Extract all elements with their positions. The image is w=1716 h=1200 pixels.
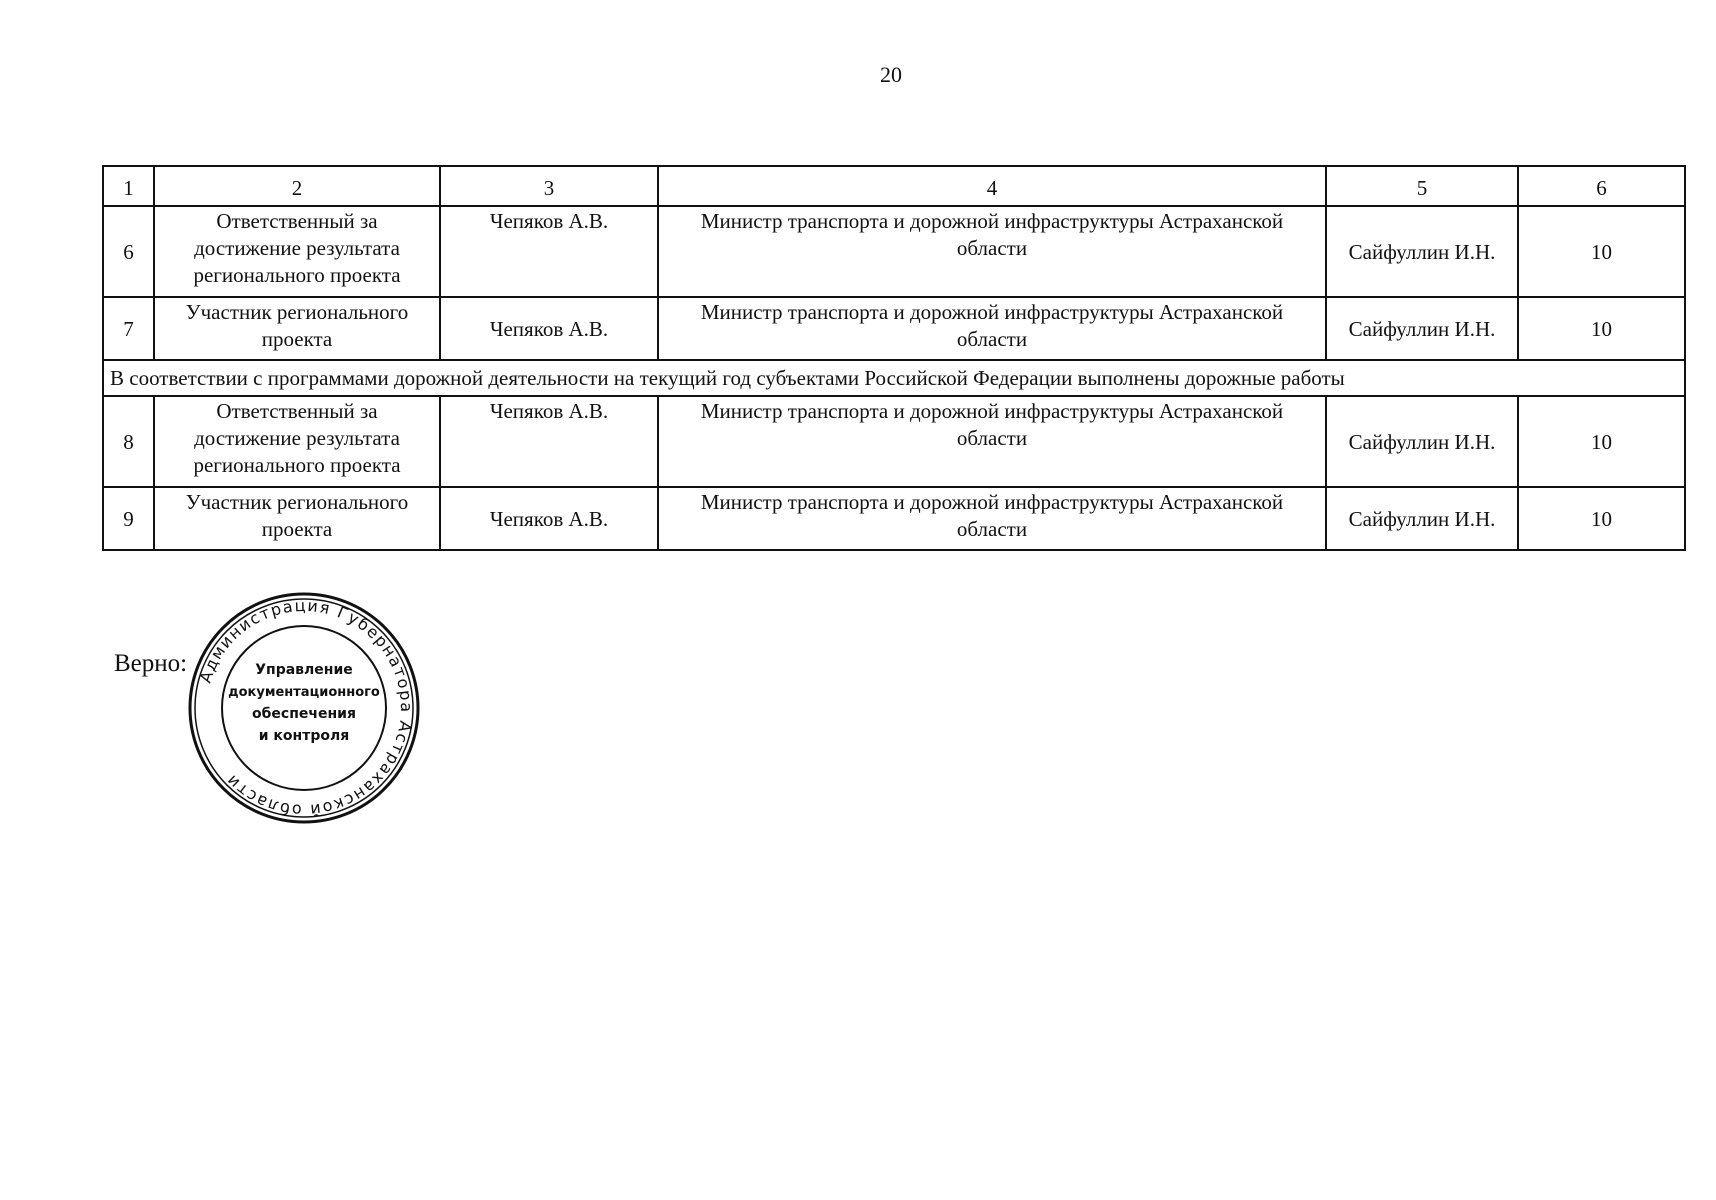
row-number: 6 (103, 206, 154, 297)
person-cell: Чепяков А.В. (440, 206, 658, 297)
header-cell: 4 (658, 166, 1326, 206)
role-cell: Участник регионального проекта (154, 297, 440, 360)
table-row (103, 487, 1685, 550)
seal-inner-line: и контроля (258, 728, 350, 744)
share-cell: 10 (1518, 487, 1685, 550)
person-cell: Чепяков А.В. (440, 396, 658, 487)
responsibility-table (102, 165, 1686, 551)
table-row (103, 297, 1685, 360)
header-cell: 5 (1326, 166, 1518, 206)
position-cell: Министр транспорта и дорожной инфраструктуры Астраханской области (658, 297, 1326, 360)
supervisor-cell: Сайфуллин И.Н. (1326, 297, 1518, 360)
seal-outer-text: Администрация Губернатора Астраханской области (195, 595, 417, 821)
official-seal (186, 590, 422, 826)
supervisor-cell: Сайфуллин И.Н. (1326, 396, 1518, 487)
header-cell: 3 (440, 166, 658, 206)
share-cell: 10 (1518, 297, 1685, 360)
section-row (103, 360, 1685, 396)
share-cell: 10 (1518, 206, 1685, 297)
row-number: 9 (103, 487, 154, 550)
person-cell: Чепяков А.В. (440, 487, 658, 550)
header-cell: 6 (1518, 166, 1685, 206)
verno-label: Верно: (114, 650, 188, 677)
header-cell: 1 (103, 166, 154, 206)
position-cell: Министр транспорта и дорожной инфраструктуры Астраханской области (658, 396, 1326, 487)
supervisor-cell: Сайфуллин И.Н. (1326, 206, 1518, 297)
seal-inner-line: Управление (255, 662, 353, 678)
share-cell: 10 (1518, 396, 1685, 487)
role-cell: Ответственный за достижение результата регионального проекта (154, 396, 440, 487)
table-header-row (103, 166, 1685, 206)
position-cell: Министр транспорта и дорожной инфраструктуры Астраханской области (658, 487, 1326, 550)
seal-inner-line: обеспечения (252, 706, 356, 722)
role-cell: Участник регионального проекта (154, 487, 440, 550)
position-cell: Министр транспорта и дорожной инфраструктуры Астраханской области (658, 206, 1326, 297)
row-number: 7 (103, 297, 154, 360)
page-number: 20 (880, 62, 902, 87)
section-heading: В соответствии с программами дорожной деятельности на текущий год субъектами Российской Федерации выполнены дорожные работы (103, 360, 1685, 396)
table-row (103, 206, 1685, 297)
table-row (103, 396, 1685, 487)
row-number: 8 (103, 396, 154, 487)
role-cell: Ответственный за достижение результата регионального проекта (154, 206, 440, 297)
header-cell: 2 (154, 166, 440, 206)
supervisor-cell: Сайфуллин И.Н. (1326, 487, 1518, 550)
seal-inner-line: документационного (228, 685, 380, 700)
person-cell: Чепяков А.В. (440, 297, 658, 360)
